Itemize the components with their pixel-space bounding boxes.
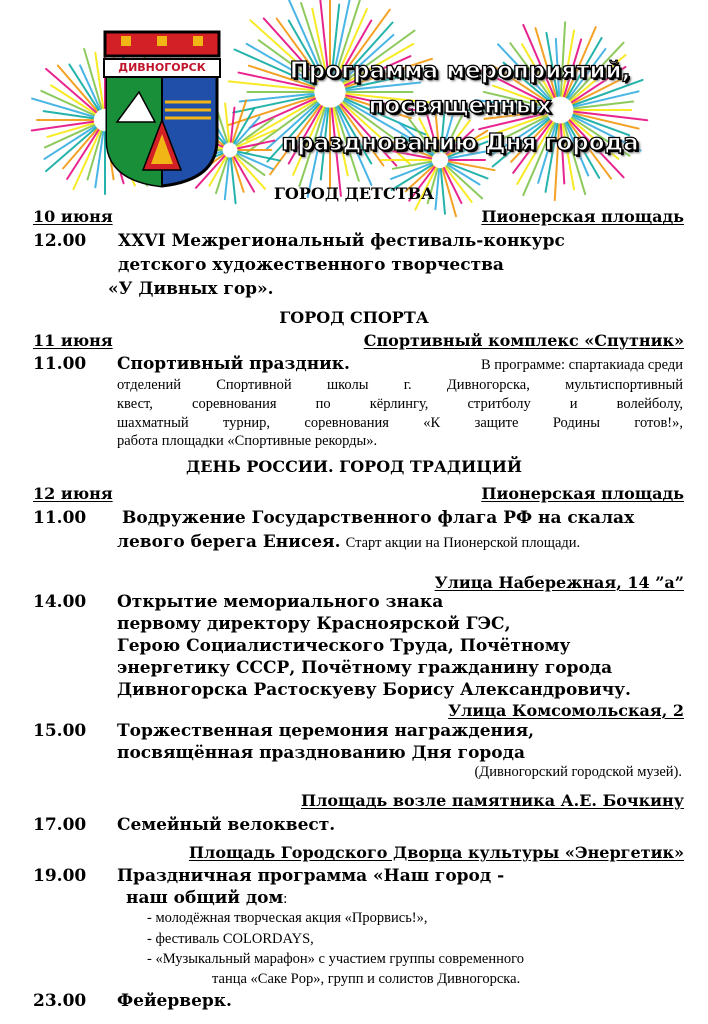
event-colon: :	[283, 891, 288, 907]
event-title-row	[117, 532, 580, 552]
event-description: В программе: спартакиада среди	[480, 357, 683, 373]
firework-ray	[67, 130, 98, 179]
event-title-line: Торжественная церемония награждения,	[117, 721, 535, 741]
list-item: - молодёжная творческая акция «Прорвись!»,	[147, 910, 428, 926]
event-description: работа площадки «Спортивные рекорды».	[117, 433, 378, 449]
event-description: квест, соревнования по кёрлингу, стритболу и волейболу,	[117, 396, 683, 412]
section-heading-childhood: ГОРОД ДЕТСТВА	[273, 184, 435, 203]
event-note: Старт акции на Пионерской площади.	[345, 535, 581, 551]
list-item: танца «Саке Pop», групп и солистов Дивногорска.	[212, 971, 521, 987]
section-heading-russia-day: ДЕНЬ РОССИИ. ГОРОД ТРАДИЦИЙ	[186, 457, 522, 476]
venue-naberezhnaya: Улица Набережная, 14 ”а”	[434, 573, 684, 592]
crest-banner: ДИВНОГОРСК	[103, 58, 221, 78]
event-title-line: первому директору Красноярской ГЭС,	[117, 614, 511, 634]
city-crest-icon	[103, 30, 221, 188]
event-title-row	[117, 354, 683, 374]
event-time: 12.00	[33, 231, 87, 251]
event-time: 14.00	[33, 592, 87, 612]
event-time: 23.00	[33, 991, 87, 1011]
section-heading-sport: ГОРОД СПОРТА	[279, 308, 429, 327]
event-time: 17.00	[33, 815, 87, 835]
event-title: Спортивный праздник.	[117, 354, 350, 374]
date-june-10: 10 июня	[33, 207, 113, 226]
event-title-line: XXVI Межрегиональный фестиваль-конкурс	[118, 231, 565, 251]
page-title-line-3: празднованию Дня города	[281, 130, 639, 156]
event-title: Фейерверк.	[117, 991, 232, 1011]
event-title-line: Водружение Государственного флага РФ на скалах	[122, 508, 635, 528]
venue-sputnik: Спортивный комплекс «Спутник»	[363, 331, 684, 350]
event-time: 19.00	[33, 866, 87, 886]
event-time: 11.00	[33, 508, 87, 528]
firework-ray	[69, 64, 98, 109]
date-june-11: 11 июня	[33, 331, 113, 350]
venue-pioneer-square: Пионерская площадь	[481, 484, 684, 503]
event-note: (Дивногорский городской музей).	[474, 764, 682, 780]
event-title-line: энергетику СССР, Почётному гражданину города	[117, 658, 613, 678]
event-title-line: детского художественного творчества	[118, 255, 504, 275]
venue-energetik: Площадь Городского Дворца культуры «Энергетик»	[188, 843, 684, 862]
event-time: 15.00	[33, 721, 87, 741]
event-title: Семейный велоквест.	[117, 815, 336, 835]
event-title-line: наш общий дом	[126, 888, 284, 908]
event-title-line: «У Дивных гор».	[108, 279, 274, 299]
event-title-line: Дивногорска Растоскуеву Борису Александровичу.	[117, 680, 631, 700]
event-description: отделений Спортивной школы г. Дивногорска, мультиспортивный	[117, 377, 683, 393]
page-title-line-2: посвященных	[368, 93, 552, 119]
event-description: шахматный турнир, соревнования «К защите Родины готов!»,	[117, 415, 683, 431]
event-time: 11.00	[33, 354, 87, 374]
event-title-row	[126, 888, 287, 908]
event-title-line: Открытие мемориального знака	[117, 592, 444, 612]
venue-pioneer-square: Пионерская площадь	[481, 207, 684, 226]
venue-komsomolskaya: Улица Комсомольская, 2	[448, 701, 684, 720]
page-title-line-1: Программа мероприятий,	[289, 58, 631, 84]
event-title-line: Герою Социалистического Труда, Почётному	[117, 636, 571, 656]
date-june-12: 12 июня	[33, 484, 113, 503]
event-title-line: посвящённая празднованию Дня города	[117, 743, 525, 763]
list-item: - фестиваль COLORDAYS,	[147, 931, 314, 947]
event-title-line: Праздничная программа «Наш город -	[117, 866, 505, 886]
venue-bochkin-monument: Площадь возле памятника А.Е. Бочкину	[300, 791, 684, 810]
event-title-line: левого берега Енисея.	[117, 532, 341, 552]
list-item: - «Музыкальный марафон» с участием группы современного	[147, 951, 524, 967]
